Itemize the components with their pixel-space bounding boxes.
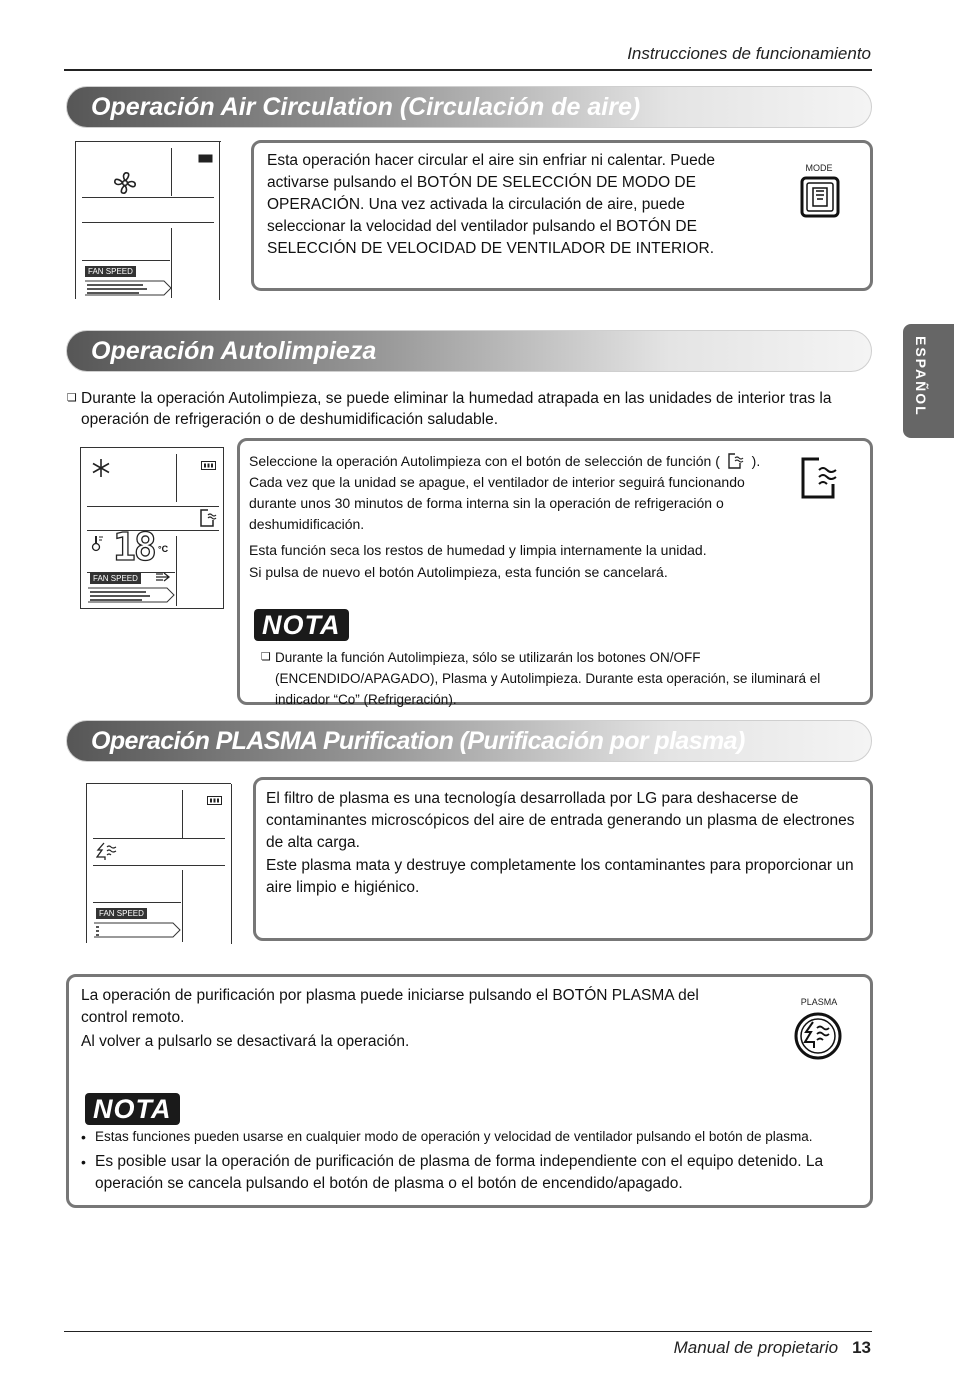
- section-banner-air-circulation: [66, 86, 872, 128]
- section-paragraph: Esta operación hacer circular el aire sin enfriar ni calentar. Puede activarse pulsando el BOTÓN DE SELECCIÓN DE MODO DE OPERACIÓN. Una vez activada la circulación de aire, puede seleccionar la velocidad del ventilador pulsando el BOTÓN DE SELECCIÓN DE VELOCIDAD DE VENTILADOR DE INTERIOR.: [267, 152, 716, 257]
- temperature-readout: 18: [113, 525, 155, 569]
- battery-icon: [201, 461, 217, 471]
- fan-speed-label: FAN SPEED: [90, 573, 141, 584]
- fan-speed-bar-icon: [84, 280, 172, 296]
- autolimpieza-paragraph-1: [249, 451, 769, 535]
- battery-icon: [198, 154, 214, 164]
- lcd-display-plasma: [86, 783, 231, 943]
- plasma-button-icon: [794, 1012, 842, 1060]
- intro-list: [67, 388, 867, 430]
- lcd-display-autolimpieza: [80, 447, 224, 609]
- info-box-air-circulation: [251, 140, 873, 291]
- battery-icon: [207, 796, 223, 806]
- fan-speed-bar-icon: [87, 587, 175, 603]
- plasma-icon: [96, 842, 118, 860]
- header-title: Instrucciones de funcionamiento: [627, 44, 871, 63]
- thermometer-icon: [91, 534, 105, 552]
- section-title: Operación PLASMA Purification (Purificación por plasma): [91, 727, 745, 755]
- fan-speed-bar-icon: [93, 922, 181, 938]
- footer-rule: [64, 1331, 872, 1332]
- autolimpieza-text-1a: Seleccione la operación Autolimpieza con el botón de selección de función: [249, 453, 712, 469]
- footer: [674, 1338, 871, 1358]
- language-tab-label: ESPAÑOL: [913, 336, 929, 417]
- note-item: • Estas funciones pueden usarse en cualquier modo de operación y velocidad de ventilador pulsando el botón de plasma.: [81, 1127, 861, 1147]
- note-item: ❏ Durante la función Autolimpieza, sólo se utilizarán los botones ON/OFF (ENCENDIDO/APAGADO), Plasma y Autolimpieza. Durante esta operación, se iluminará el indicador “Co” (Refrigeración).: [261, 647, 861, 710]
- autolimpieza-paragraph-3: Si pulsa de nuevo el botón Autolimpieza, esta función se cancelará.: [249, 564, 668, 580]
- plasma-button-label: PLASMA: [800, 997, 838, 1007]
- page-number: 13: [852, 1338, 871, 1357]
- fan-icon: [112, 170, 138, 196]
- fan-speed-label: FAN SPEED: [96, 908, 147, 919]
- cooling-snowflake-icon: [91, 458, 111, 478]
- autolimpieza-text-1b: (: [715, 453, 720, 469]
- footer-title: Manual de propietario: [673, 1338, 839, 1357]
- autolimpieza-text-1c: ). Cada vez que la unidad se apague, el ventilador de interior seguirá funcionando durante unos 30 minutos de forma interna sin la operación de refrigeración o deshumidificación.: [249, 453, 761, 532]
- section-title: Operación Air Circulation (Circulación de aire): [91, 93, 641, 121]
- plasma-button-paragraph-1: La operación de purificación por plasma puede iniciarse pulsando el BOTÓN PLASMA del control remoto.: [81, 987, 699, 1026]
- plasma-button-paragraph-2: Al volver a pulsarlo se desactivará la operación.: [81, 1033, 410, 1050]
- intro-item: ❏ Durante la operación Autolimpieza, se puede eliminar la humedad atrapada en las unidades de interior tras la operación de refrigeración o de deshumidificación saludable.: [67, 388, 867, 430]
- mode-button-label: MODE: [805, 163, 833, 173]
- info-box-plasma-button: [66, 974, 873, 1208]
- temperature-unit: °C: [158, 544, 169, 554]
- mode-button-icon: [800, 176, 840, 218]
- autolimpieza-paragraph-2: Esta función seca los restos de humedad y limpia internamente la unidad.: [249, 542, 707, 558]
- plasma-paragraph-2: Este plasma mata y destruye completamente los contaminantes para proporcionar un aire limpio e higiénico.: [266, 857, 854, 896]
- autoclean-icon: [199, 509, 217, 527]
- section-banner-autolimpieza: [66, 330, 872, 372]
- note-list: [261, 647, 861, 710]
- language-tab: [903, 324, 954, 438]
- fan-speed-label: FAN SPEED: [85, 266, 136, 277]
- info-box-autolimpieza: [237, 438, 873, 705]
- plasma-paragraph-1: El filtro de plasma es una tecnología desarrollada por LG para deshacerse de contaminantes microscópicos del aire de entrada generando un plasma de electrones de alta carga.: [266, 790, 855, 851]
- note-label: NOTA: [85, 1093, 180, 1125]
- autoclean-button-icon: [799, 456, 841, 500]
- section-title: Operación Autolimpieza: [91, 337, 377, 365]
- header-rule: [64, 69, 872, 71]
- lcd-display-air-circulation: [75, 141, 221, 299]
- note-list: [81, 1127, 861, 1195]
- section-banner-plasma: [66, 720, 872, 762]
- autoclean-inline-icon: [727, 453, 745, 469]
- note-item: • Es posible usar la operación de purificación de plasma de forma independiente con el equipo detenido. La operación se cancela pulsando el botón de plasma o el botón de encendido/apagado.: [81, 1151, 861, 1195]
- info-box-plasma: [253, 777, 873, 941]
- note-label: NOTA: [254, 609, 349, 641]
- swing-arrow-icon: [155, 571, 173, 583]
